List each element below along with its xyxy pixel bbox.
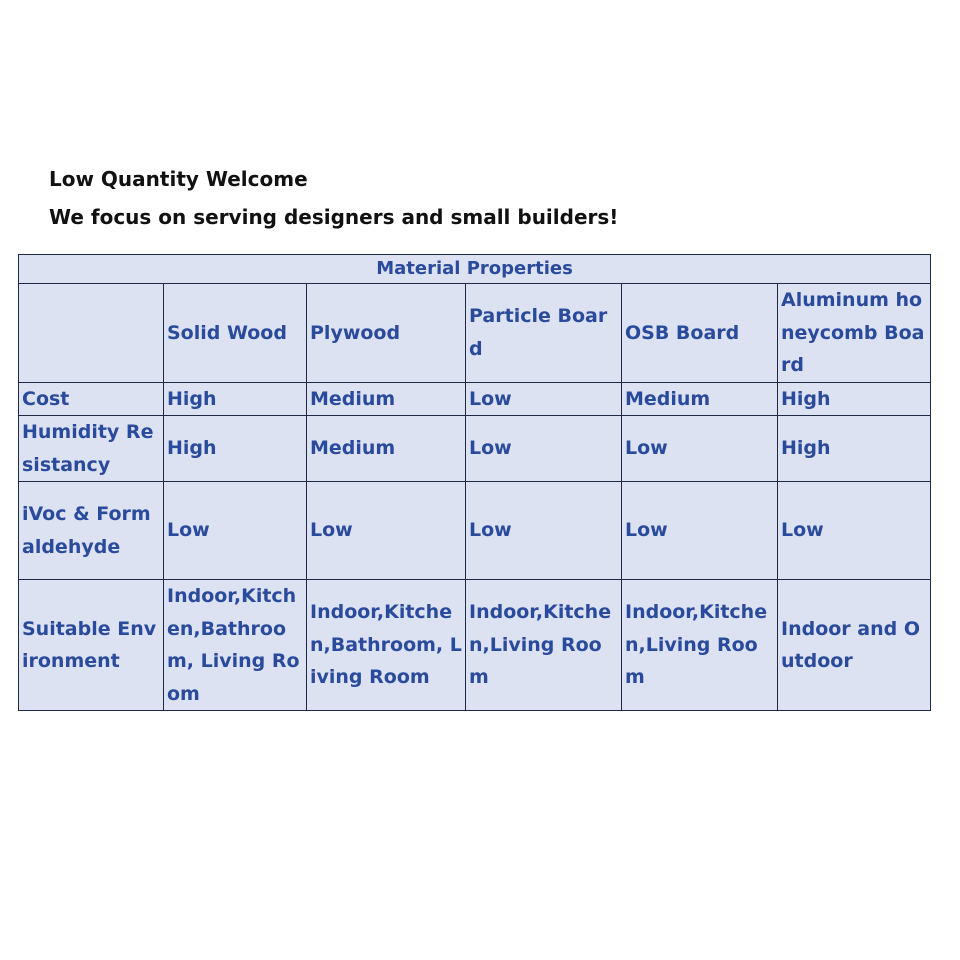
table-cell: Low	[622, 416, 778, 482]
table-row	[19, 416, 931, 482]
table-header-row	[19, 284, 931, 383]
table-title-row	[19, 255, 931, 284]
table-cell: Indoor and Outdoor	[778, 580, 931, 711]
row-label: Suitable Environment	[19, 580, 164, 711]
table-cell: Medium	[307, 416, 466, 482]
intro-headline: Low Quantity Welcome	[49, 167, 308, 191]
column-header: OSB Board	[622, 284, 778, 383]
table-cell: Medium	[622, 382, 778, 416]
intro-text-block	[49, 160, 618, 236]
table-row	[19, 382, 931, 416]
row-label: Humidity Resistancy	[19, 416, 164, 482]
table-cell: Low	[307, 482, 466, 580]
column-header: Particle Board	[466, 284, 622, 383]
table-cell: Low	[778, 482, 931, 580]
table-cell: Medium	[307, 382, 466, 416]
table-cell: Indoor,Kitchen,Bathroom, Living Room	[307, 580, 466, 711]
table-cell: High	[778, 382, 931, 416]
column-header: Solid Wood	[164, 284, 307, 383]
intro-subline: We focus on serving designers and small builders!	[49, 205, 619, 229]
table-cell: High	[164, 382, 307, 416]
table-row	[19, 482, 931, 580]
table-cell: High	[164, 416, 307, 482]
table-cell: Indoor,Kitchen,Bathroom, Living Room	[164, 580, 307, 711]
table-row	[19, 580, 931, 711]
row-label: iVoc & Formaldehyde	[19, 482, 164, 580]
column-header: Plywood	[307, 284, 466, 383]
table-title: Material Properties	[19, 255, 931, 284]
row-label: Cost	[19, 382, 164, 416]
table-cell: Low	[466, 382, 622, 416]
table-cell: Low	[466, 482, 622, 580]
table-cell: Indoor,Kitchen,Living Room	[466, 580, 622, 711]
table-cell: Indoor,Kitchen,Living Room	[622, 580, 778, 711]
column-header: Aluminum honeycomb Board	[778, 284, 931, 383]
material-properties-table	[18, 254, 931, 711]
table-cell: High	[778, 416, 931, 482]
table-cell: Low	[622, 482, 778, 580]
table-cell: Low	[466, 416, 622, 482]
header-corner-cell	[19, 284, 164, 383]
table-cell: Low	[164, 482, 307, 580]
